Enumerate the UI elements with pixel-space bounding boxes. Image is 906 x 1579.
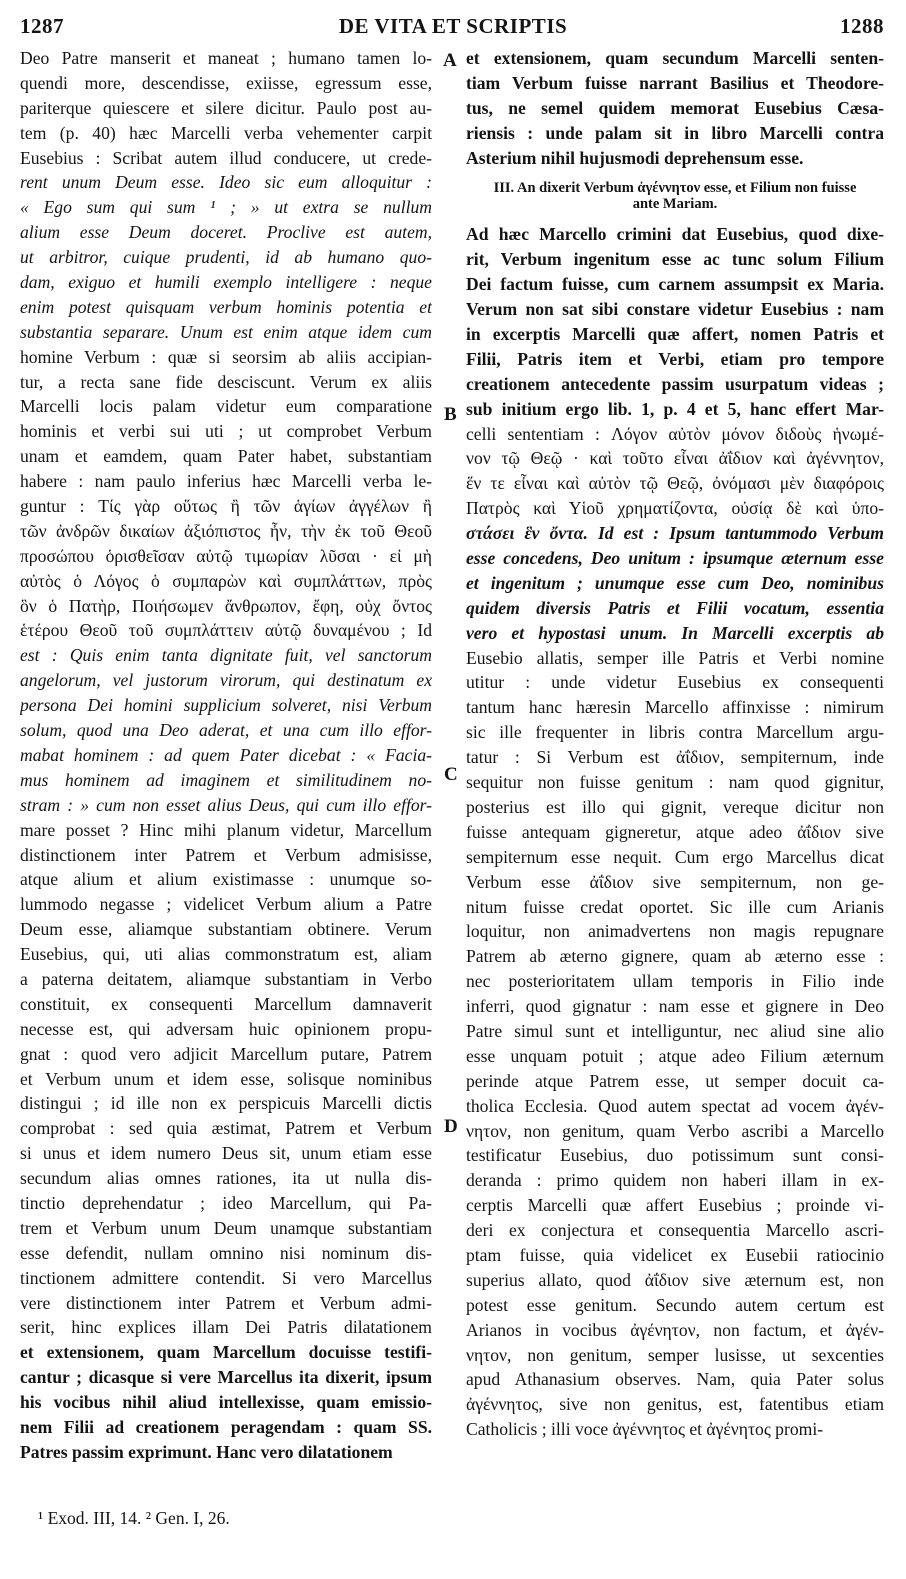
text-line: deranda : primo quidem non haberi illam in ex- <box>466 1170 884 1191</box>
text-line: Deo Patre manserit et maneat ; humano tamen lo- <box>20 48 432 68</box>
right-column <box>466 46 884 1442</box>
section-heading-continued: ante Mariam. <box>632 196 718 213</box>
footnotes: ¹ Exod. III, 14. ² Gen. I, 26. <box>38 1508 230 1528</box>
text-line: substantia separare. Unum est enim atque idem cum <box>20 321 432 342</box>
text-line: hominis et verbi sui uti ; ut comprobet Verbum <box>20 421 432 442</box>
text-line: distingui ; id ille non ex perspicuis Marcelli dictis <box>20 1093 432 1114</box>
text-line: creationem antecedente passim usurpatum videas ; <box>466 373 884 394</box>
text-line: vere distinctionem inter Patrem et Verbum admi- <box>20 1292 432 1313</box>
text-line: Marcelli locis palam videtur eum comparatione <box>20 396 432 417</box>
text-line: « Ego sum qui sum ¹ ; » ut extra se nullum <box>20 197 432 218</box>
text-line: Patre simul sunt et intelliguntur, nec aliud sine alio <box>466 1020 884 1041</box>
text-line: νητον, non genitum, quam Verbo ascribi a Marcello <box>466 1120 884 1141</box>
text-line: enim potest quisquam verbum hominis potentia et <box>20 296 432 317</box>
text-line: ἕν τε εἶναι καὶ αὐτὸν τῷ Θεῷ, ὀνόμασι μὲν διαφόροις <box>466 473 884 494</box>
text-line: sempiternum esse nequit. Cum ergo Marcellus dicat <box>466 846 884 867</box>
text-line: nem Filii ad creationem peragendam : quam SS. <box>20 1416 432 1437</box>
text-line: comprobat : sed quia æstimat, Patrem et Verbum <box>20 1118 432 1139</box>
text-line: superius allato, quod ἀΐδιον sive æternum est, non <box>466 1269 884 1290</box>
text-line: αὐτὸς ὁ Λόγος ὁ συμπαρὼν καὶ συμπλάττων, πρὸς <box>20 570 432 591</box>
spacer <box>466 212 884 222</box>
text-line: mus hominem ad imaginem et similitudinem no- <box>20 769 432 790</box>
text-line: tem (p. 40) hæc Marcelli verba vehementer carpit <box>20 122 432 143</box>
text-line: tatur : Si Verbum est ἀΐδιον, sempiternum, inde <box>466 747 884 768</box>
text-line: esse unquam potuit ; atque adeo Filium æternum <box>466 1045 884 1066</box>
text-line: potest esse genitum. Secundo autem certum est <box>466 1294 884 1315</box>
text-line: mare posset ? Hinc mihi planum videtur, Marcellum <box>20 819 432 840</box>
text-line: cerptis Marcelli quæ affert Eusebius ; proinde vi- <box>466 1195 884 1216</box>
text-line: Asterium nihil hujusmodi deprehensum esse. <box>466 147 804 168</box>
text-line: mabat hominem : ad quem Pater dicebat : « Facia- <box>20 744 432 765</box>
text-line: secundum alias omnes rationes, ita ut nulla dis- <box>20 1168 432 1189</box>
margin-marker-b: B <box>444 404 457 425</box>
text-line: προσώπου ὁρισθεῖσαν αὐτῷ τιμωρίαν λῦσαι · εἰ μὴ <box>20 545 432 566</box>
text-line: fuisse antequam gigneretur, atque adeo ἀΐδιον sive <box>466 821 884 842</box>
text-line: his vocibus nihil aliud intellexisse, quam emissio- <box>20 1392 432 1413</box>
text-line: tus, ne semel quidem memorat Eusebius Cæsa- <box>466 97 884 118</box>
text-line: constituit, ex consequenti Marcellum damnaverit <box>20 993 432 1014</box>
section-heading: III. An dixerit Verbum ἀγέννητον esse, et Filium non fuisse <box>493 180 857 197</box>
text-line: quendi more, descendisse, exiisse, egressum esse, <box>20 72 432 93</box>
text-line: tur, a recta sane fide desciscunt. Verum ex aliis <box>20 371 432 392</box>
margin-marker-d: D <box>444 1116 458 1137</box>
text-line: Eusebius, qui, uti alias commonstratum est, aliam <box>20 944 432 965</box>
text-line: Patrem ab æterno gignere, quam ab æterno esse : <box>466 946 884 967</box>
text-line: tiam Verbum fuisse narrant Basilius et Theodore- <box>466 72 884 93</box>
text-line: guntur : Τίς γὰρ οὕτως ἢ τῶν ἁγίων ἀγγέλων ἢ <box>20 496 432 517</box>
text-line: Eusebius : Scribat autem illud conducere, ut crede- <box>20 147 432 168</box>
text-line: Deum esse, aliamque substantiam obtinere. Verum <box>20 919 432 940</box>
text-line: rent unum Deum esse. Ideo sic eum alloquitur : <box>20 172 432 193</box>
text-line: persona Dei homini supplicium solveret, nisi Verbum <box>20 695 432 716</box>
text-line: si unus et idem numero Deus sit, unum etiam esse <box>20 1143 432 1164</box>
text-line: ptam fuisse, quia videlicet ex Eusebii ratiocinio <box>466 1244 884 1265</box>
text-line: est : Quis enim tanta dignitate fuit, vel sanctorum <box>20 645 432 666</box>
text-line: necesse est, qui adversam huic opinionem propu- <box>20 1018 432 1039</box>
right-page-number: 1288 <box>840 14 884 38</box>
text-line: tholica Ecclesia. Quod autem spectat ad vocem ἀγέν- <box>466 1095 884 1116</box>
text-line: trem et Verbum unum Deum unamque substantiam <box>20 1217 432 1238</box>
text-line: pariterque quiescere et silere dicitur. Paulo post au- <box>20 97 432 118</box>
text-line: apud Athanasium observes. Nam, quia Pater solus <box>466 1369 884 1390</box>
text-line: ut arbitror, cuique prudenti, id ab humano quo- <box>20 247 432 268</box>
text-line: Dei factum fuisse, cum carnem assumpsit ex Maria. <box>466 274 884 295</box>
left-page-number: 1287 <box>20 14 64 38</box>
text-line: lummodo negasse ; videlicet Verbum alium a Patre <box>20 894 432 915</box>
text-line: gnat : quod vero adjicit Marcellum putare, Patrem <box>20 1043 432 1064</box>
spacer <box>466 170 884 180</box>
margin-marker-c: C <box>444 764 458 785</box>
left-column <box>20 46 432 1465</box>
text-line: habere : nam paulo inferius hæc Marcelli verba le- <box>20 471 432 492</box>
text-line: et Verbum unum et idem esse, solisque nominibus <box>20 1068 432 1089</box>
text-line: ἑτέρου Θεοῦ τοῦ συμπλάττειν αὐτῷ δυναμένου ; Id <box>20 620 432 641</box>
text-line: sic ille frequenter in libris contra Marcellum argu- <box>466 722 884 743</box>
text-line: quidem diversis Patris et Filii vocatum, essentia <box>466 597 884 618</box>
text-line: perinde atque Patrem esse, ut semper docuit ca- <box>466 1070 884 1091</box>
text-line: utitur : unde videtur Eusebius ex consequenti <box>466 672 884 693</box>
text-line: esse concedens, Deo unitum : ipsumque æternum esse <box>466 548 884 569</box>
text-line: rit, Verbum ingenitum esse ac tunc solum Filium <box>466 249 884 270</box>
text-line: Filii, Patris item et Verbi, etiam pro tempore <box>466 348 884 369</box>
text-line: Arianos in vocibus ἀγένητον, non factum, et ἀγέν- <box>466 1319 884 1340</box>
text-line: in excerptis Marcelli quæ affert, nomen Patris et <box>466 324 884 345</box>
text-line: sequitur non fuisse genitum : nam quod gignitur, <box>466 772 884 793</box>
text-line: stram : » cum non esset alius Deus, qui cum illo effor- <box>20 794 432 815</box>
text-line: τῶν ἀνδρῶν δικαίων ἀξιόπιστος ἦν, τὴν ἐκ τοῦ Θεοῦ <box>20 520 432 541</box>
text-line: serit, hinc explices illam Dei Patris dilatationem <box>20 1317 432 1338</box>
text-line: et extensionem, quam Marcellum docuisse testifi- <box>20 1342 432 1363</box>
margin-marker-a: A <box>443 50 457 71</box>
text-line: riensis : unde palam sit in libro Marcelli contra <box>466 122 884 143</box>
text-line: ὃν ὁ Πατὴρ, Ποιήσωμεν ἄνθρωπον, ἔφη, οὐχ ὄντος <box>20 595 432 616</box>
text-line: posterius est illo qui gignit, vereque dicitur non <box>466 796 884 817</box>
text-line: Catholicis ; illi voce ἀγέννητος et ἀγένητος promi- <box>466 1419 824 1440</box>
text-line: homine Verbum : quæ si seorsim ab aliis accipian- <box>20 346 432 367</box>
text-line: Patres passim exprimunt. Hanc vero dilatationem <box>20 1441 393 1462</box>
text-line: Verum non sat sibi constare videtur Eusebius : nam <box>466 299 884 320</box>
text-line: nec posterioritatem ullam temporis in Filio inde <box>466 971 884 992</box>
text-line: vero et hypostasi unum. In Marcelli excerptis ab <box>466 622 884 643</box>
text-line: sub initium ergo lib. 1, p. 4 et 5, hanc effert Mar- <box>466 398 884 419</box>
text-line: dam, exiguo et humili exemplo intelligere : neque <box>20 272 432 293</box>
text-line: inferri, quod gignatur : nam esse et gignere in Deo <box>466 996 884 1017</box>
text-line: nitum fuisse credat oportet. Sic ille cum Arianis <box>466 896 884 917</box>
text-line: alium esse Deum doceret. Proclive est autem, <box>20 222 432 243</box>
text-line: et extensionem, quam secundum Marcelli senten- <box>466 48 884 68</box>
text-line: Verbum esse ἀΐδιον sive sempiternum, non ge- <box>466 871 884 892</box>
text-line: solum, quod una Deo aderat, et una cum illo effor- <box>20 720 432 741</box>
text-line: tantum hanc hæresin Marcello affinxisse : nimirum <box>466 697 884 718</box>
text-line: testificatur Eusebius, duo potissimum sunt consi- <box>466 1145 884 1166</box>
text-line: esse defendit, nullam omnino nisi nominum dis- <box>20 1242 432 1263</box>
text-line: unam et eamdem, quam Pater habet, substantiam <box>20 446 432 467</box>
text-line: tinctio deprehendatur ; ideo Marcellum, qui Pa- <box>20 1192 432 1213</box>
text-line: Πατρὸς καὶ Υἱοῦ χρηματίζοντα, οὐσίᾳ δὲ καὶ ὑπο- <box>466 498 884 519</box>
text-line: στάσει ἓν ὄντα. Id est : Ipsum tantummodo Verbum <box>466 523 884 544</box>
text-line: angelorum, vel justorum virorum, qui destinatum ex <box>20 670 432 691</box>
text-line: νητον, non genitum, semper lusisse, ut sexcenties <box>466 1344 884 1365</box>
text-line: loquitur, non animadvertens non magis repugnare <box>466 921 884 942</box>
text-line: celli sententiam : Λόγον αὐτὸν μόνον διδοὺς ἡνωμέ- <box>466 423 884 444</box>
text-line: Ad hæc Marcello crimini dat Eusebius, quod dixe- <box>466 224 884 245</box>
text-line: et ingenitum ; unumque esse cum Deo, nominibus <box>466 572 884 593</box>
text-line: cantur ; dicasque si vere Marcellus ita dixerit, ipsum <box>20 1367 432 1388</box>
text-line: Eusebio allatis, semper ille Patris et Verbi nomine <box>466 647 884 668</box>
text-line: distinctionem inter Patrem et Verbum admisisse, <box>20 844 432 865</box>
text-line: tinctionem admittere contendit. Si vero Marcellus <box>20 1267 432 1288</box>
running-title: DE VITA ET SCRIPTIS <box>338 14 568 38</box>
text-line: atque alium et alium existimasse : unumque so- <box>20 869 432 890</box>
text-line: deri ex conjectura et consequentia Marcello ascri- <box>466 1220 884 1241</box>
text-line: νον τῷ Θεῷ · καὶ τοῦτο εἶναι ἀΐδιον καὶ ἀγέννητον, <box>466 448 884 469</box>
text-line: a paterna deitatem, aliamque substantiam in Verbo <box>20 968 432 989</box>
text-line: ἀγέννητος, sive non genitus, est, fatentibus etiam <box>466 1394 884 1415</box>
